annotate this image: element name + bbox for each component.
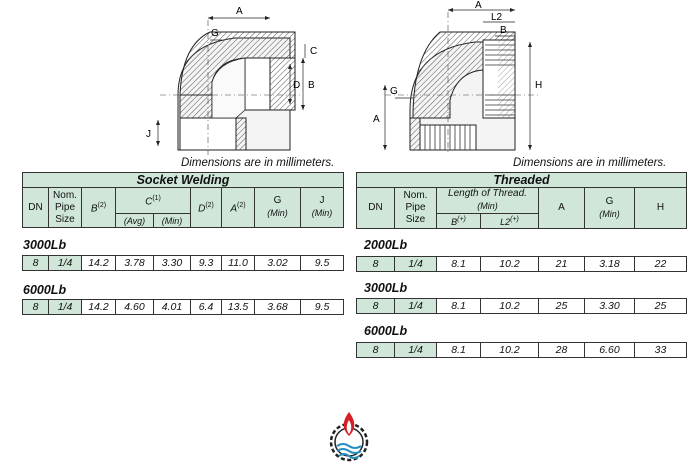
socket-class-label-3000: 3000Lb	[23, 238, 67, 252]
col-nom-pipe-size	[49, 188, 82, 228]
col-b-sup: (2)	[97, 201, 107, 209]
col-nom-pipe-size	[395, 188, 437, 229]
col-g	[585, 188, 635, 229]
cell: 8	[357, 299, 395, 314]
col-b	[437, 214, 481, 229]
col-d-label: D	[198, 203, 206, 215]
col-nom-line2: Pipe	[405, 202, 426, 213]
cell: 1/4	[395, 257, 437, 272]
col-l2-label: L2	[500, 217, 511, 227]
dim-label-d: D	[293, 80, 301, 91]
col-b	[82, 188, 116, 228]
cell: 3.68	[255, 300, 301, 315]
col-j-label: J	[319, 195, 325, 206]
col-nom-line2: Pipe	[54, 201, 75, 213]
col-c-label: C	[145, 196, 153, 208]
socket-welding-title: Socket Welding	[23, 173, 344, 188]
col-dn: DN	[357, 188, 395, 229]
dim-label-b: B	[308, 80, 315, 91]
cell: 25	[635, 299, 687, 314]
col-b-label: B	[451, 217, 458, 227]
col-c-avg: (Avg)	[116, 214, 154, 228]
cell: 25	[539, 299, 585, 314]
col-g-label: G	[605, 195, 614, 207]
col-d-sup: (2)	[205, 201, 214, 209]
col-g	[255, 188, 301, 228]
threaded-elbow-drawing	[365, 0, 565, 160]
socket-weld-elbow-drawing	[140, 0, 340, 160]
col-a-label: A	[230, 203, 238, 215]
col-length-label: Length of Thread.	[448, 188, 527, 199]
col-a	[222, 188, 255, 228]
cell: 8	[357, 343, 395, 358]
cell: 1/4	[49, 300, 82, 315]
socket-class-label-6000: 6000Lb	[23, 283, 67, 297]
cell: 3.30	[585, 299, 635, 314]
threaded-class-label-2000: 2000Lb	[364, 238, 408, 252]
dim-label-j: J	[146, 129, 151, 140]
col-l2-sup: (+)	[510, 216, 519, 223]
threaded-row-2000	[356, 256, 687, 272]
col-d	[191, 188, 222, 228]
cell: 14.2	[82, 256, 116, 271]
col-nom-line3: Size	[55, 213, 75, 225]
col-a: A	[539, 188, 585, 229]
cell: 8.1	[437, 257, 481, 272]
threaded-class-label-3000: 3000Lb	[364, 281, 408, 295]
col-g-min: (Min)	[267, 208, 288, 218]
cell: 8	[23, 256, 49, 271]
cell: 33	[635, 343, 687, 358]
cell: 22	[635, 257, 687, 272]
cell: 14.2	[82, 300, 116, 315]
units-note-right: Dimensions are in millimeters.	[513, 157, 667, 169]
threaded-title: Threaded	[357, 173, 687, 188]
socket-row-3000	[22, 255, 344, 271]
col-length-min: (Min)	[477, 201, 498, 211]
dim-label-g: G	[390, 86, 398, 97]
cell: 9.5	[301, 300, 344, 315]
cell: 10.2	[481, 343, 539, 358]
dim-label-g: G	[211, 28, 219, 39]
dim-label-h: H	[535, 80, 543, 91]
threaded-row-3000	[356, 298, 687, 314]
units-note-left: Dimensions are in millimeters.	[181, 157, 335, 169]
col-g-min: (Min)	[599, 208, 620, 219]
cell: 11.0	[222, 256, 255, 271]
col-c	[116, 188, 191, 214]
cell: 10.2	[481, 257, 539, 272]
col-h: H	[635, 188, 687, 229]
cell: 8.1	[437, 343, 481, 358]
col-nom-line1: Nom.	[403, 190, 428, 201]
dim-label-c: C	[310, 46, 318, 57]
col-c-min: (Min)	[154, 214, 191, 228]
cell: 6.60	[585, 343, 635, 358]
cell: 3.18	[585, 257, 635, 272]
cell: 1/4	[395, 299, 437, 314]
dim-label-a-top: A	[475, 0, 482, 11]
cell: 3.78	[116, 256, 154, 271]
cell: 21	[539, 257, 585, 272]
col-j	[301, 188, 344, 228]
col-length-of-thread	[437, 188, 539, 214]
cell: 28	[539, 343, 585, 358]
col-a-sup: (2)	[237, 201, 246, 209]
cell: 8	[23, 300, 49, 315]
dim-label-l2: L2	[491, 12, 503, 23]
cell: 13.5	[222, 300, 255, 315]
cell: 8	[357, 257, 395, 272]
cell: 9.3	[191, 256, 222, 271]
socket-welding-header-table	[22, 172, 344, 228]
dim-label-a: A	[236, 6, 243, 17]
socket-row-6000	[22, 299, 344, 315]
threaded-header-table	[356, 172, 687, 229]
company-logo	[323, 408, 375, 464]
cell: 4.01	[154, 300, 191, 315]
cell: 6.4	[191, 300, 222, 315]
threaded-class-label-6000: 6000Lb	[364, 324, 408, 338]
col-c-sup: (1)	[152, 194, 161, 202]
cell: 1/4	[49, 256, 82, 271]
cell: 8.1	[437, 299, 481, 314]
cell: 1/4	[395, 343, 437, 358]
dim-label-b: B	[500, 25, 507, 36]
threaded-row-6000	[356, 342, 687, 358]
col-b-label: B	[90, 203, 98, 215]
dim-label-a-side: A	[373, 114, 380, 125]
cell: 3.02	[255, 256, 301, 271]
col-g-label: G	[273, 195, 282, 206]
col-nom-line3: Size	[405, 214, 426, 225]
cell: 3.30	[154, 256, 191, 271]
col-b-sup: (+)	[457, 216, 466, 223]
cell: 4.60	[116, 300, 154, 315]
col-j-min: (Min)	[311, 208, 333, 218]
col-dn: DN	[23, 188, 49, 228]
col-nom-line1: Nom.	[53, 189, 77, 201]
cell: 10.2	[481, 299, 539, 314]
col-l2	[481, 214, 539, 229]
cell: 9.5	[301, 256, 344, 271]
